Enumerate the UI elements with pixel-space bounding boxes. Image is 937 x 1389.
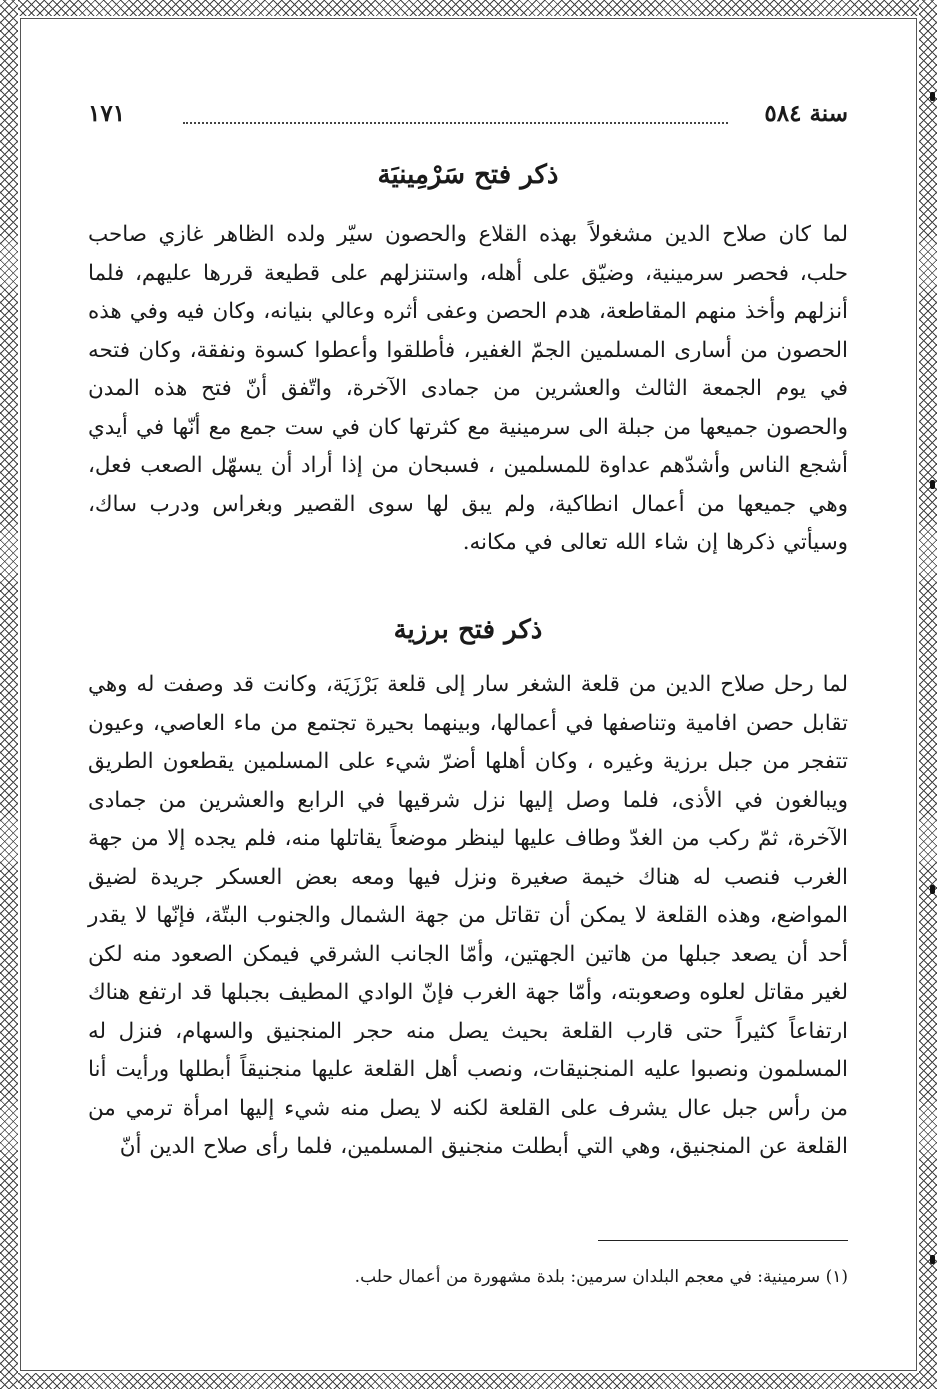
page-number: ١٧١	[88, 100, 126, 127]
section-body-barziya: لما رحل صلاح الدين من قلعة الشغر سار إلى قلعة بَرْزَيَة، وكانت قد وصفت له وهي تقابل حصن افامية وتناصفها في أعمالها، وبينهما بحيرة تجتمع من ماء العاصي، وعيون تتفجر من جبل برزية وغيره ، وكان أهلها أضرّ شيء على المسلمين يقطعون الطريق ويبالغون في الأذى، فلما وصل إليها نزل شرقيها في الرابع والعشرين من جمادى الآخرة، ثمّ ركب من الغدّ وطاف عليها لينظر موضعاً يقاتلها منه، فلم يجده إلا من جهة الغرب فنصب له هناك خيمة صغيرة ونزل فيها ومعه بعض العسكر جريدة لضيق المواضع، وهذه القلعة لا يمكن أن تقاتل من جهة الشمال والجنوب البتّة، فإنّها لا يقدر أحد أن يصعد جبلها من هاتين الجهتين، وأمّا الجانب الشرقي فيمكن الصعود منه لكن لغير مقاتل لعلوه وصعوبته، وأمّا جهة الغرب فإنّ الوادي المطيف بجبلها قد ارتفع هناك ارتفاعاً كثيراً حتى قارب القلعة بحيث يصل منه حجر المنجنيق والسهام، فنزل له المسلمون ونصبوا عليه المنجنيقات، ونصب أهل القلعة عليها منجنيقاً أبطلها ورأيت أنا من رأس جبل عال يشرف على القلعة لكنه لا يصل منه شيء إليها امرأة ترمي من القلعة عن المنجنيق، وهي التي أبطلت منجنيق المسلمين، فلما رأى صلاح الدين أنّ	[88, 672, 848, 1159]
section-body-sarminiya: لما كان صلاح الدين مشغولاً بهذه القلاع والحصون سيّر ولده الظاهر غازي صاحب حلب، فحصر سرمينية، وضيّق على أهله، واستنزلهم على قطيعة قررها عليهم، فلما أنزلهم وأخذ منهم المقاطعة، هدم الحصن وعفى أثره وعالي بنيانه، وكان فيه وفي هذه الحصون من أسارى المسلمين الجمّ الغفير، فأطلقوا وأعطوا كسوة ونفقة، وكان فتحه في يوم الجمعة الثالث والعشرين من جمادى الآخرة، واتّفق أنّ فتح هذه المدن والحصون جميعها من جبلة الى سرمينية مع كثرتها كان في ست جمع مع أنّها في أيدي أشجع الناس وأشدّهم عداوة للمسلمين ، فسبحان من إذا أراد أن يسهّل الصعب فعل، وهي جميعها من أعمال انطاكية، ولم يبق لها سوى القصير وبغراس ودرب ساك، وسيأتي ذكرها إن شاء الله تعالى في مكانه.	[88, 222, 848, 555]
edge-mark	[930, 480, 935, 489]
footnote-rule	[598, 1240, 848, 1241]
edge-mark	[930, 885, 935, 894]
edge-mark	[930, 92, 935, 101]
decorative-border-top	[0, 0, 937, 16]
edge-mark	[930, 1255, 935, 1264]
page-header	[88, 100, 848, 134]
header-leader-dots	[183, 122, 728, 124]
section-title-barziya: ذكر فتح برزية	[393, 615, 543, 645]
section-title-sarminiya: ذكر فتح سَرْمِينيَة	[377, 160, 559, 190]
decorative-border-bottom	[0, 1373, 937, 1389]
footnote: (١) سرمينية: في معجم البلدان سرمين: بلدة مشهورة من أعمال حلب.	[354, 1267, 848, 1287]
decorative-border-right	[919, 0, 937, 1389]
running-head-year: سنة ٥٨٤	[764, 100, 848, 127]
decorative-border-left	[0, 0, 18, 1389]
